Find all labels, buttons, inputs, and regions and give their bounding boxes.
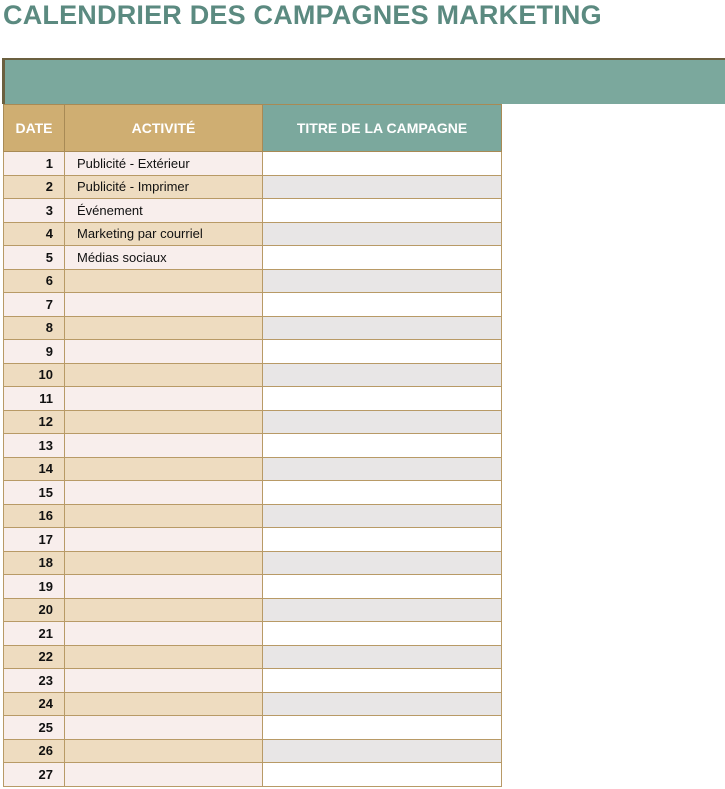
- campaign-title-cell[interactable]: [263, 457, 502, 481]
- campaign-title-cell[interactable]: [263, 528, 502, 552]
- table-row: [4, 199, 502, 223]
- table-row: [4, 387, 502, 411]
- date-cell[interactable]: 7: [4, 293, 65, 317]
- date-cell[interactable]: 17: [4, 528, 65, 552]
- table-row: [4, 222, 502, 246]
- campaign-title-cell[interactable]: [263, 340, 502, 364]
- campaign-title-cell[interactable]: [263, 410, 502, 434]
- campaign-title-cell[interactable]: [263, 551, 502, 575]
- date-cell[interactable]: 18: [4, 551, 65, 575]
- campaign-title-cell[interactable]: [263, 387, 502, 411]
- table-row: [4, 410, 502, 434]
- table-row: [4, 316, 502, 340]
- campaign-title-cell[interactable]: [263, 645, 502, 669]
- activity-cell[interactable]: Marketing par courriel: [65, 222, 263, 246]
- date-cell[interactable]: 13: [4, 434, 65, 458]
- campaign-title-cell[interactable]: [263, 716, 502, 740]
- table-body: [4, 152, 502, 787]
- date-cell[interactable]: 9: [4, 340, 65, 364]
- campaign-title-cell[interactable]: [263, 575, 502, 599]
- campaign-title-cell[interactable]: [263, 222, 502, 246]
- activity-cell[interactable]: [65, 481, 263, 505]
- table-row: [4, 246, 502, 270]
- date-cell[interactable]: 24: [4, 692, 65, 716]
- date-cell[interactable]: 5: [4, 246, 65, 270]
- activity-cell[interactable]: [65, 692, 263, 716]
- activity-cell[interactable]: [65, 340, 263, 364]
- table-row: [4, 363, 502, 387]
- activity-cell[interactable]: [65, 434, 263, 458]
- table-row: [4, 598, 502, 622]
- date-cell[interactable]: 3: [4, 199, 65, 223]
- date-cell[interactable]: 1: [4, 152, 65, 176]
- activity-cell[interactable]: Médias sociaux: [65, 246, 263, 270]
- activity-cell[interactable]: [65, 598, 263, 622]
- campaign-title-cell[interactable]: [263, 246, 502, 270]
- campaign-title-cell[interactable]: [263, 363, 502, 387]
- activity-cell[interactable]: [65, 739, 263, 763]
- activity-cell[interactable]: [65, 669, 263, 693]
- table-row: [4, 575, 502, 599]
- table-row: [4, 457, 502, 481]
- table-header: [4, 105, 502, 152]
- activity-cell[interactable]: [65, 622, 263, 646]
- campaign-title-cell[interactable]: [263, 504, 502, 528]
- campaign-title-cell[interactable]: [263, 598, 502, 622]
- table-row: [4, 528, 502, 552]
- campaign-title-cell[interactable]: [263, 763, 502, 787]
- activity-cell[interactable]: [65, 457, 263, 481]
- activity-cell[interactable]: [65, 410, 263, 434]
- table-row: [4, 622, 502, 646]
- activity-cell[interactable]: [65, 716, 263, 740]
- activity-cell[interactable]: [65, 293, 263, 317]
- campaign-title-cell[interactable]: [263, 622, 502, 646]
- table-row: [4, 716, 502, 740]
- table-row: [4, 152, 502, 176]
- date-cell[interactable]: 21: [4, 622, 65, 646]
- date-cell[interactable]: 25: [4, 716, 65, 740]
- activity-cell[interactable]: [65, 575, 263, 599]
- column-header-campaign-title[interactable]: TITRE DE LA CAMPAGNE: [263, 105, 502, 152]
- date-cell[interactable]: 26: [4, 739, 65, 763]
- date-cell[interactable]: 23: [4, 669, 65, 693]
- date-cell[interactable]: 6: [4, 269, 65, 293]
- date-cell[interactable]: 16: [4, 504, 65, 528]
- campaign-title-cell[interactable]: [263, 175, 502, 199]
- date-cell[interactable]: 11: [4, 387, 65, 411]
- column-header-activity[interactable]: ACTIVITÉ: [65, 105, 263, 152]
- table-row: [4, 692, 502, 716]
- date-cell[interactable]: 4: [4, 222, 65, 246]
- header-band: [2, 58, 725, 104]
- table-row: [4, 293, 502, 317]
- campaign-title-cell[interactable]: [263, 481, 502, 505]
- page-title: CALENDRIER DES CAMPAGNES MARKETING: [3, 0, 602, 30]
- table-row: [4, 763, 502, 787]
- campaign-title-cell[interactable]: [263, 269, 502, 293]
- table-row: [4, 340, 502, 364]
- campaign-calendar-table: [3, 104, 502, 787]
- date-cell[interactable]: 12: [4, 410, 65, 434]
- date-cell[interactable]: 20: [4, 598, 65, 622]
- table-row: [4, 175, 502, 199]
- date-cell[interactable]: 14: [4, 457, 65, 481]
- activity-cell[interactable]: Publicité - Imprimer: [65, 175, 263, 199]
- activity-cell[interactable]: [65, 316, 263, 340]
- activity-cell[interactable]: Événement: [65, 199, 263, 223]
- activity-cell[interactable]: [65, 763, 263, 787]
- date-cell[interactable]: 10: [4, 363, 65, 387]
- date-cell[interactable]: 2: [4, 175, 65, 199]
- table-row: [4, 669, 502, 693]
- activity-cell[interactable]: [65, 504, 263, 528]
- table-row: [4, 645, 502, 669]
- header-row: [4, 105, 502, 152]
- table-row: [4, 739, 502, 763]
- date-cell[interactable]: 8: [4, 316, 65, 340]
- date-cell[interactable]: 22: [4, 645, 65, 669]
- campaign-title-cell[interactable]: [263, 434, 502, 458]
- activity-cell[interactable]: [65, 387, 263, 411]
- table-row: [4, 481, 502, 505]
- campaign-title-cell[interactable]: [263, 293, 502, 317]
- campaign-title-cell[interactable]: [263, 152, 502, 176]
- campaign-title-cell[interactable]: [263, 739, 502, 763]
- date-cell[interactable]: 27: [4, 763, 65, 787]
- table-row: [4, 269, 502, 293]
- date-cell[interactable]: 19: [4, 575, 65, 599]
- column-header-date[interactable]: DATE: [4, 105, 65, 152]
- activity-cell[interactable]: [65, 551, 263, 575]
- activity-cell[interactable]: [65, 363, 263, 387]
- campaign-title-cell[interactable]: [263, 692, 502, 716]
- activity-cell[interactable]: [65, 269, 263, 293]
- table-row: [4, 504, 502, 528]
- date-cell[interactable]: 15: [4, 481, 65, 505]
- header-band-edge: [2, 58, 5, 104]
- activity-cell[interactable]: Publicité - Extérieur: [65, 152, 263, 176]
- table-row: [4, 434, 502, 458]
- activity-cell[interactable]: [65, 528, 263, 552]
- activity-cell[interactable]: [65, 645, 263, 669]
- campaign-title-cell[interactable]: [263, 199, 502, 223]
- campaign-title-cell[interactable]: [263, 669, 502, 693]
- campaign-title-cell[interactable]: [263, 316, 502, 340]
- table-row: [4, 551, 502, 575]
